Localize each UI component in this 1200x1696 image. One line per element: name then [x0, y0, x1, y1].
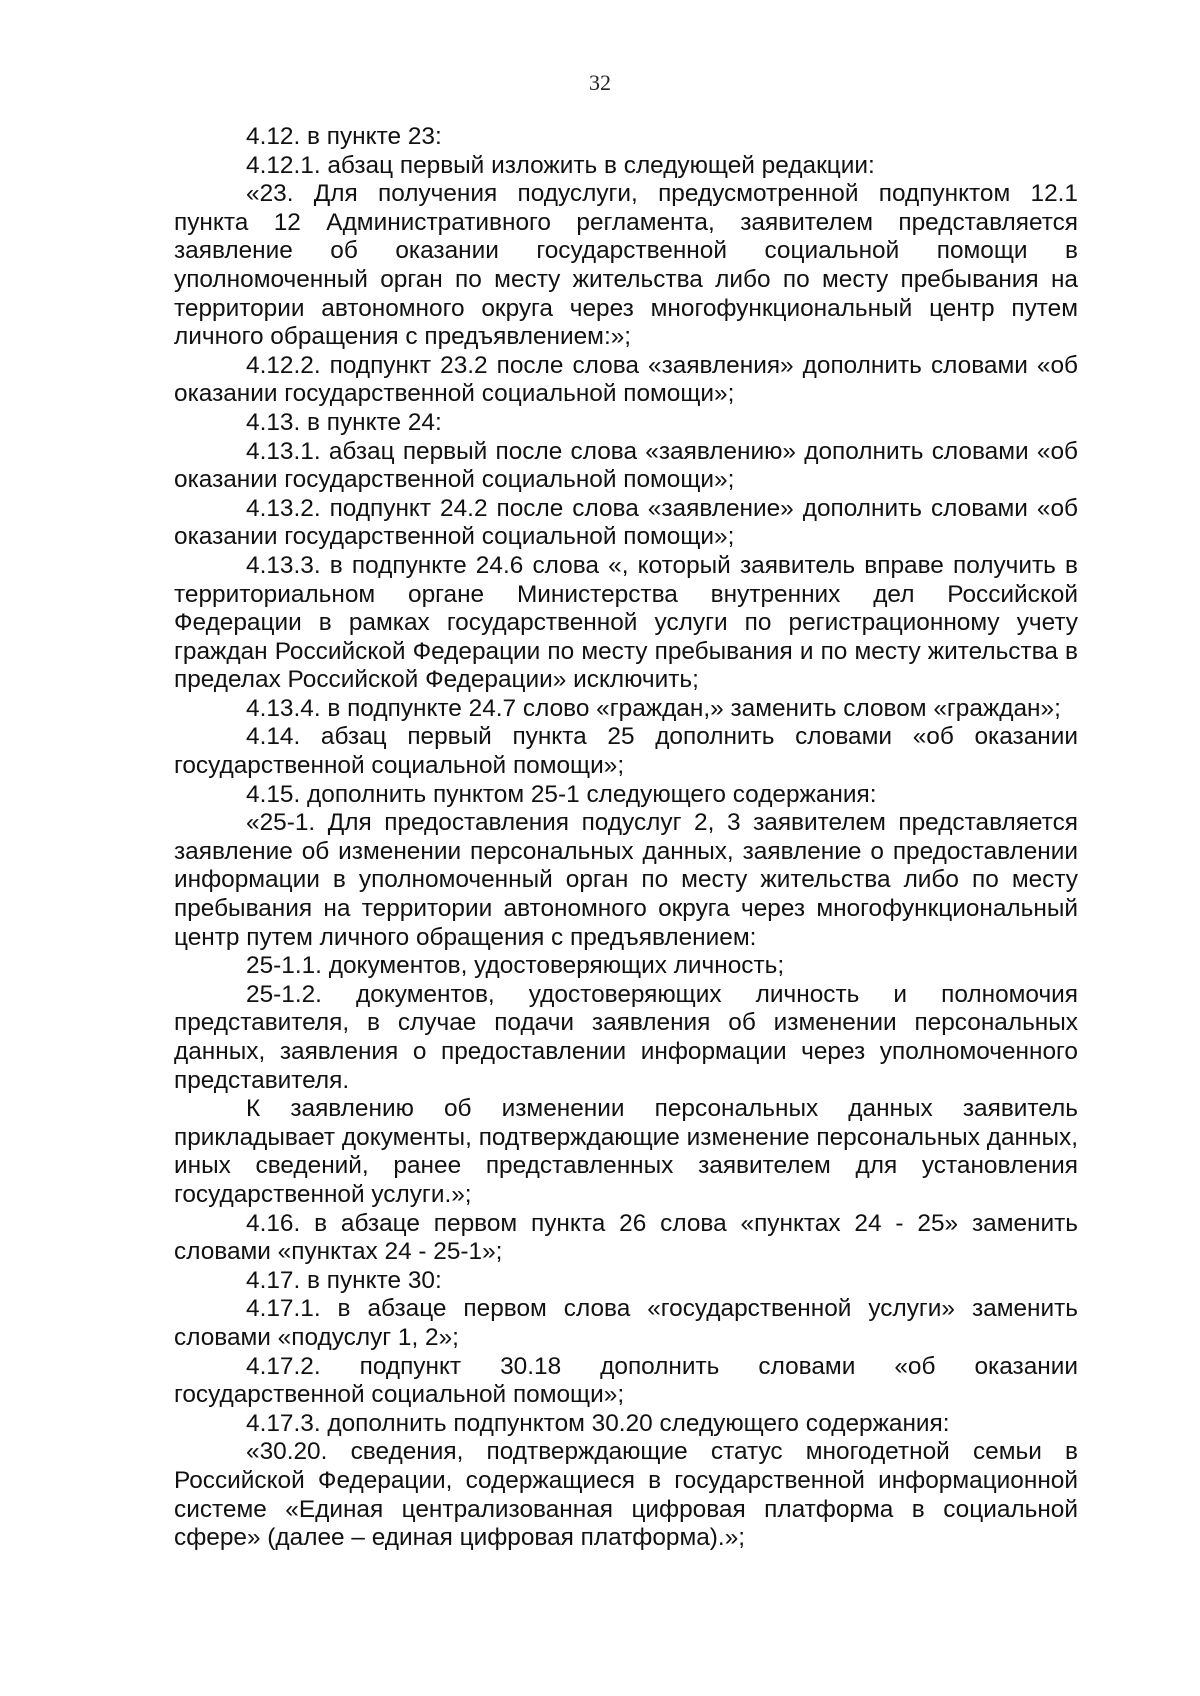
paragraph-attachment-note: К заявлению об изменении персональных данных заявитель прикладывает документы, подтверждающие изменение персональных данных, иных сведений, ранее представленных заявителем для установления государственной услуги.»; [174, 1095, 1078, 1208]
paragraph-25-1-1: 25-1.1. документов, удостоверяющих личность; [246, 952, 785, 980]
paragraph-4-16: 4.16. в абзаце первом пункта 26 слова «пунктах 24 - 25» заменить словами «пунктах 24 - 25-1»; [174, 1209, 1078, 1266]
paragraph-4-13-1: 4.13.1. абзац первый после слова «заявлению» дополнить словами «об оказании государственной социальной помощи»; [174, 437, 1078, 494]
page-number: 32 [589, 70, 611, 95]
paragraph-4-12: 4.12. в пункте 23: [246, 123, 442, 150]
paragraph-quote-23: «23. Для получения подуслуги, предусмотренной подпунктом 12.1 пункта 12 Административного регламента, заявителем представляется заявление об оказании государственной социальной помощи в уполномоченный орган по месту жительства либо по месту пребывания на территории автономного округа через многофункциональный центр путем личного обращения с предъявлением:»; [174, 180, 1078, 351]
paragraph-4-14: 4.14. абзац первый пункта 25 дополнить словами «об оказании государственной социальной помощи»; [174, 723, 1078, 780]
paragraph-4-12-1: 4.12.1. абзац первый изложить в следующей редакции: [246, 151, 875, 179]
paragraph-4-13-4: 4.13.4. в подпункте 24.7 слово «граждан,» заменить словом «граждан»; [246, 694, 1061, 722]
paragraph-quote-25-1: «25-1. Для предоставления подуслуг 2, 3 заявителем представляется заявление об изменении персональных данных, заявление о предоставлении информации в уполномоченный орган по месту жительства либо по месту пребывания на территории автономного округа через многофункциональный центр путем личного обращения с предъявлением: [174, 809, 1078, 951]
paragraph-4-13: 4.13. в пункте 24: [246, 408, 442, 436]
paragraph-4-12-2: 4.12.2. подпункт 23.2 после слова «заявления» дополнить словами «об оказании государственной социальной помощи»; [174, 351, 1078, 408]
paragraph-4-13-3: 4.13.3. в подпункте 24.6 слова «, который заявитель вправе получить в территориальном органе Министерства внутренних дел Российской Федерации в рамках государственной услуги по регистрационному учету граждан Российской Федерации по месту пребывания и по месту жительства в пределах Российской Федерации» исключить; [174, 551, 1078, 694]
paragraph-25-1-2: 25-1.2. документов, удостоверяющих личность и полномочия представителя, в случае подачи заявления об изменении персональных данных, заявления о предоставлении информации через уполномоченного представителя. [174, 980, 1078, 1094]
paragraph-4-13-2: 4.13.2. подпункт 24.2 после слова «заявление» дополнить словами «об оказании государственной социальной помощи»; [174, 494, 1078, 551]
paragraph-4-15: 4.15. дополнить пунктом 25-1 следующего содержания: [246, 780, 877, 808]
paragraph-4-17: 4.17. в пункте 30: [246, 1266, 442, 1294]
paragraph-4-17-3: 4.17.3. дополнить подпунктом 30.20 следующего содержания: [246, 1409, 950, 1437]
paragraph-4-17-2: 4.17.2. подпункт 30.18 дополнить словами «об оказании государственной социальной помощи»; [174, 1352, 1078, 1409]
document-body [174, 123, 1078, 1553]
paragraph-4-17-1: 4.17.1. в абзаце первом слова «государственной услуги» заменить словами «подуслуг 1, 2»; [174, 1295, 1078, 1351]
paragraph-quote-30-20: «30.20. сведения, подтверждающие статус многодетной семьи в Российской Федерации, содержащиеся в государственной информационной системе «Единая централизованная цифровая платформа в социальной сфере» (далее – единая цифровая платформа).»; [174, 1438, 1078, 1552]
